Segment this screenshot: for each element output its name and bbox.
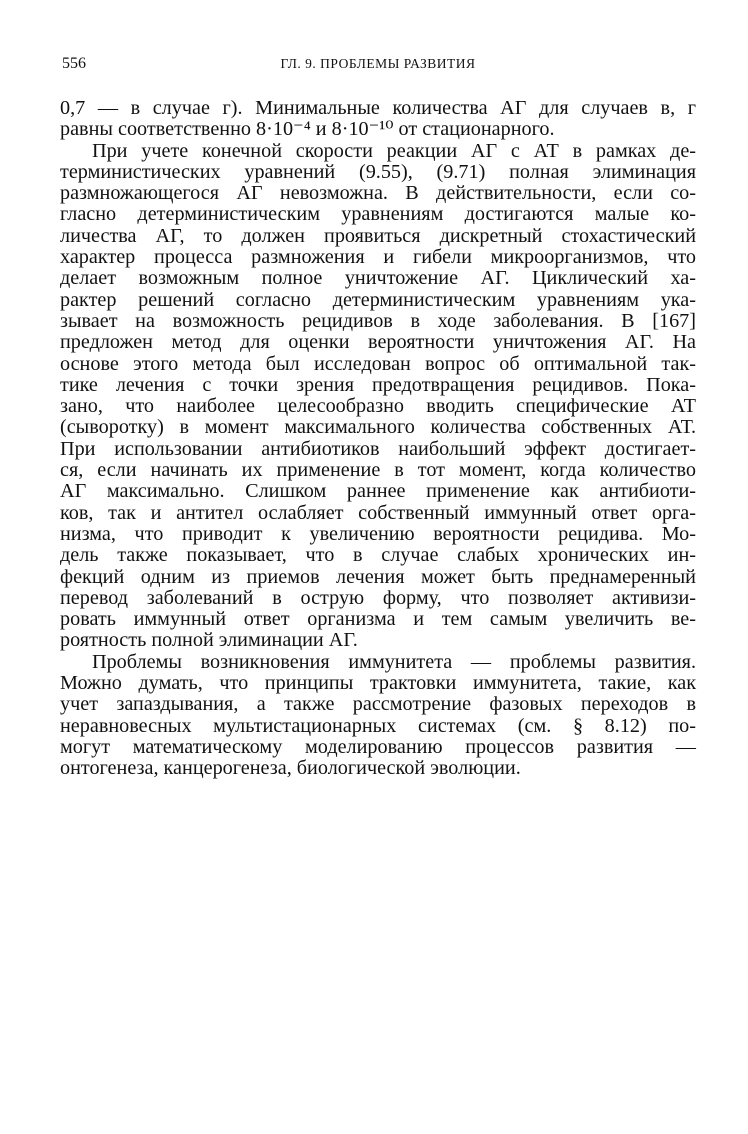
text-line: характер процесса размножения и гибели микроорганизмов, что <box>60 246 696 269</box>
text-line: гласно детерминистическим уравнениям достигаются малые ко- <box>60 203 696 226</box>
text-line: АГ максимально. Слишком раннее применение как антибиоти- <box>60 480 696 503</box>
text-line: предложен метод для оценки вероятности уничтожения АГ. На <box>60 331 696 354</box>
text-line: размножающегося АГ невозможна. В действительности, если со- <box>60 182 696 205</box>
text-line: основе этого метода был исследован вопрос об оптимальной так- <box>60 352 696 375</box>
text-line: 0,7 — в случае г). Минимальные количества АГ для случаев в, г <box>60 97 696 119</box>
body-text <box>60 98 696 780</box>
paragraph-2 <box>60 141 696 652</box>
text-line: равны соответственно 8·10⁻⁴ и 8·10⁻¹⁰ от стационарного. <box>60 118 555 141</box>
text-line: личества АГ, то должен проявиться дискретный стохастический <box>60 224 696 247</box>
text-line: ровать иммунный ответ организма и тем самым увеличить ве- <box>60 608 696 631</box>
paragraph-1 <box>60 98 696 141</box>
text-line: неравновесных мультистационарных системах (см. § 8.12) по- <box>60 714 696 737</box>
text-line: (сыворотку) в момент максимального количества собственных АТ. <box>60 416 696 439</box>
text-line: учет запаздывания, а также рассмотрение фазовых переходов в <box>60 693 696 716</box>
page-header <box>60 52 696 76</box>
text-line: делает возможным полное уничтожение АГ. Циклический ха- <box>60 267 696 290</box>
running-head: ГЛ. 9. ПРОБЛЕМЫ РАЗВИТИЯ <box>280 56 476 71</box>
paragraph-3 <box>60 652 696 780</box>
text-line: ся, если начинать их применение в тот момент, когда количество <box>60 459 696 482</box>
text-line: фекций одним из приемов лечения может быть преднамеренный <box>60 565 696 588</box>
book-page <box>60 52 696 780</box>
text-line: Можно думать, что принципы трактовки иммунитета, такие, как <box>60 672 696 695</box>
text-line: зано, что наиболее целесообразно вводить специфические АТ <box>60 395 696 418</box>
page-number: 556 <box>62 55 86 72</box>
text-line: могут математическому моделированию процессов развития — <box>60 735 696 758</box>
text-line: онтогенеза, канцерогенеза, биологической эволюции. <box>60 757 521 780</box>
text-line: терминистических уравнений (9.55), (9.71) полная элиминация <box>60 160 696 183</box>
text-line: При использовании антибиотиков наибольший эффект достигает- <box>60 437 696 460</box>
text-line: низма, что приводит к увеличению вероятности рецидива. Мо- <box>60 522 696 545</box>
text-line: перевод заболеваний в острую форму, что позволяет активизи- <box>60 586 696 609</box>
text-line: рактер решений согласно детерминистическим уравнениям ука- <box>60 288 696 311</box>
text-line: тике лечения с точки зрения предотвращения рецидивов. Пока- <box>60 373 696 396</box>
text-line: ков, так и антител ослабляет собственный иммунный ответ орга- <box>60 501 696 524</box>
text-line: дель также показывает, что в случае слабых хронических ин- <box>60 544 696 567</box>
text-line: зывает на возможность рецидивов в ходе заболевания. В [167] <box>60 309 696 332</box>
text-line: роятность полной элиминации АГ. <box>60 629 358 652</box>
text-line: Проблемы возникновения иммунитета — проблемы развития. <box>92 650 696 673</box>
text-line: При учете конечной скорости реакции АГ с АТ в рамках де- <box>92 139 696 162</box>
